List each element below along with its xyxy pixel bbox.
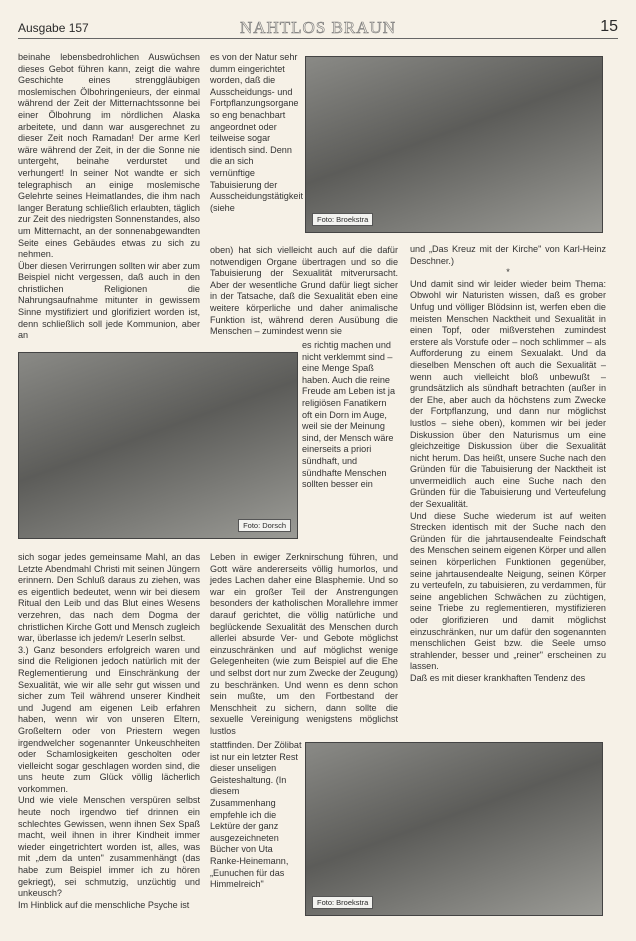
paragraph: Daß es mit dieser krankhaften Tendenz des <box>410 672 586 683</box>
paragraph: stattfinden. Der Zölibat ist nur ein letzter Rest dieser unseligen Geisteshaltung. (In diesem Zusammenhang empfehle ich die Lektüre der ganz ausgezeichneten Bücher von Uta Ranke-Heinemann, „Eunuchen für das Himmelreich" <box>210 740 302 890</box>
column-2-narrow-2 <box>302 340 398 491</box>
photo-middle-left <box>18 352 298 539</box>
magazine-title: NAHTLOS BRAUN <box>239 18 397 37</box>
paragraph: sich sogar jedes gemeinsame Mahl, an das Letzte Abendmahl Christi mit seinen Jüngern erinnern. Den Schluß daraus zu ziehen, was es eigentlich bedeutet, wenn wir bei diesem Ritual den Leib und das Blut eines Wesens verzehren, das nach dem Dogma der christlichen Kirche Gott und Mensch zugleich war, überlasse ich jedem/r LeserIn selbst. <box>18 552 200 644</box>
paragraph: Und wie viele Menschen verspüren selbst heute noch irgendwo tief drinnen ein schlechtes Gewissen, wenn ihnen Sex Spaß macht, weil ihnen in ihrer Kindheit immer wieder eingetrichtert worden ist, alles, was mit „dem da unten" zusammenhängt (das habe zum Beispiel immer ich zu hören gekriegt), sei schmutzig, unzüchtig und unkeusch? <box>18 795 200 899</box>
paragraph: es von der Natur sehr dumm eingerichtet worden, daß die Ausscheidungs- und Fortpflanzungsorgane so eng benachbart angeordnet oder teilweise sogar identisch sind. Denn die an sich vernünftige Tabuisierung der Ausscheidungstätigkeit (siehe <box>210 52 304 213</box>
paragraph: Über diesen Verirrungen sollten wir aber zum Beispiel nicht vergessen, daß auch in den christlichen Religionen die Nahrungsaufnahme mitunter in gewissem Sinne mystifiziert und glorifiziert worden ist, denn schließlich soll jede Kommunion, aber an <box>18 260 200 341</box>
photo-bottom-right <box>305 742 603 916</box>
page-header <box>18 18 618 39</box>
paragraph: Im Hinblick auf die menschliche Psyche ist <box>18 899 190 910</box>
paragraph: 3.) Ganz besonders erfolgreich waren und sind die Religionen jedoch natürlich mit der Reglementierung und Einschränkung der Sexualität, wie wir alle sehr gut wissen und sicher zum Teil während unserer Kindheit und Jugend am eigenen Leib erfahren haben, wenn wir von unseren Eltern, Großeltern oder von Priestern wegen irgendwelcher sogenannter Unkeuschheiten oder Schamlosigkeiten gescholten oder vielleicht sogar geschlagen worden sind, die uns heute zum Glück völlig lächerlich vorkommen. <box>18 644 200 794</box>
paragraph: es richtig machen und nicht verklemmt sind – eine Menge Spaß haben. Auch die reine Freude am Leben ist ja religiösen Fanatikern oft ein Dorn im Auge, weil sie der Meinung sind, der Mensch wäre einerseits a priori sündhaft, und sündhafte Menschen sollten besser ein <box>302 340 396 490</box>
issue-number: Ausgabe 157 <box>18 21 89 35</box>
photo-top-right <box>305 56 603 233</box>
separator-star: * <box>506 267 510 278</box>
column-1-top <box>18 52 200 342</box>
column-2-bottom <box>210 552 398 738</box>
paragraph: Und damit sind wir leider wieder beim Thema: Obwohl wir Naturisten wissen, daß es grober Unfug und völliger Blödsinn ist, werfen eben die meisten Menschen Nacktheit und Sexualität in einen Topf, oder mißverstehen zumindest erstere als Vorstufe oder – noch schlimmer – als Aufforderung zu einem Sexualakt. Und da dieselben Menschen oft auch die Sexualität – wenn auch vielleicht bloß unbewußt – grundsätzlich als sündhaft betrachten (außer in der Ehe, aber auch da höchstens zum Zwecke der Fortpflanzung, und dann nur möglichst lustlos – siehe oben), kommen wir bei jeder Diskussion über den Naturismus um eine gleichzeitige Diskussion über die Sexualität nicht herum. Das heißt, unsere Suche nach den Gründen für die Tabuisierung der Nacktheit ist unvermeidlich auch eine Suche nach den Gründen für die Tabuisierung und Verteufelung der Sexualität. <box>410 278 606 510</box>
column-3 <box>410 244 606 685</box>
paragraph: oben) hat sich vielleicht auch auf die dafür notwendigen Organe übertragen und so die Tabuisierung der Sexualität mitverursacht. Aber der wesentliche Grund dafür liegt sicher in der Tatsache, daß die Sexualität eben eine weitere körperliche und daher animalische Funktion ist, während deren Ausübung die Menschen – zumindest wenn sie <box>210 245 398 337</box>
photo-credit: Foto: Broekstra <box>312 896 373 909</box>
paragraph: beinahe lebensbedrohlichen Auswüchsen dieses Gebot führen kann, zeigt die wahre Geschichte eines strenggläubigen moslemischen Ölbohringenieurs, der einmal während der Zeit der Mitternachtssonne bei einer Ölbohrung im nördlichen Alaska arbeitete, und dann war ausgerechnet zu dieser Zeit noch Ramadan! Der arme Kerl wäre während der Zeit, in der die Sonne nie untergeht, beinahe verdurstet und verhungert! In seiner Not wandte er sich telegraphisch an einige moslemische Gelehrte seines Heimatlandes, die ihm nach langer Beratung schließlich erlaubten, täglich zur Zeit des niedrigsten Sonnenstandes, also um Mitternacht, an der sonnenabgewandten Seite eines Gebäudes etwas zu sich zu nehmen. <box>18 52 200 260</box>
column-2-narrow <box>210 52 304 214</box>
paragraph: Und diese Suche wiederum ist auf weiten Strecken identisch mit der Suche nach den Gründen für die jahrtausendealte Feindschaft des Menschen seinem eigenen Körper und allen seinen körperlichen Funktionen gegenüber, seine jahrtausendealte Neigung, seinen Körper zu verteufeln, zu tabuisieren, zu verdammen, für seine angeblichen Schwächen zu züchtigen, seine Triebe zu reglementieren, mystifizieren oder glorifizieren und damit möglichst einzuschränken, nur um dafür den sogenannten menschlichen Geist bzw. die Seele umso strahlender, besser und „reiner" erscheinen zu lassen. <box>410 510 606 672</box>
page-number: 15 <box>600 18 618 35</box>
column-2-wide <box>210 245 398 338</box>
column-1-bottom <box>18 552 200 911</box>
column-2-bottom-narrow <box>210 740 302 891</box>
photo-credit: Foto: Dorsch <box>238 519 291 532</box>
paragraph: und „Das Kreuz mit der Kirche" von Karl-Heinz Deschner.) <box>410 244 606 266</box>
photo-credit: Foto: Broekstra <box>312 213 373 226</box>
paragraph: Leben in ewiger Zerknirschung führen, und Gott wäre andererseits völlig humorlos, und jedes Lachen daher eine Blasphemie. Und so war ein großer Teil der Anstrengungen besonders der katholischen Morallehre immer darauf gerichtet, die völlig natürliche und beglückende Sexualität des Menschen durch allerlei absurde Ver- und Gebote möglichst einzuschränken und auf möglichst wenige Gelegenheiten (wie zum Beispiel auf die Ehe und selbst dort nur zum Zwecke der Zeugung) zu beschränken. Und wenn es denn schon sein mußte, um den Fortbestand der Menschheit zu sichern, dann sollte die sexuelle Vereinigung wenigstens möglichst lustlos <box>210 552 398 736</box>
